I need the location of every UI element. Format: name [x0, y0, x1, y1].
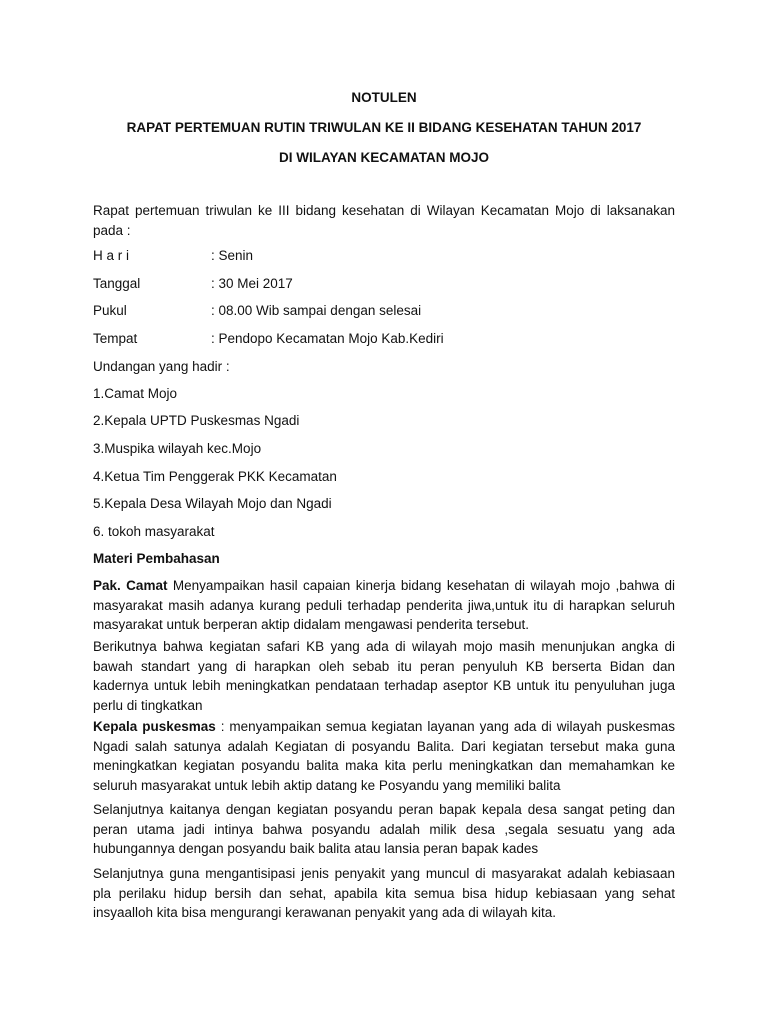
detail-row-place — [93, 329, 444, 349]
paragraph-penyakit — [93, 864, 675, 923]
invitee-item: 6. tokoh masyarakat — [93, 524, 215, 539]
speaker-label: Kepala puskesmas — [93, 719, 216, 734]
detail-row-date — [93, 274, 293, 294]
speaker-label: Pak. Camat — [93, 578, 168, 593]
detail-label: Tanggal — [93, 276, 141, 291]
paragraph-camat — [93, 576, 675, 635]
document-title: NOTULEN — [351, 90, 417, 105]
detail-value: : Pendopo Kecamatan Mojo Kab.Kediri — [211, 331, 444, 346]
invitee-item: 5.Kepala Desa Wilayah Mojo dan Ngadi — [93, 496, 332, 511]
invitee-item: 2.Kepala UPTD Puskesmas Ngadi — [93, 413, 300, 428]
paragraph-text: : menyampaikan semua kegiatan layanan yang ada di wilayah puskesmas Ngadi salah satunya adalah Kegiatan di posyandu Balita. Dari kegiatan tersebut maka guna meningkatkan kegiatan posyandu balita maka kita perlu meningkatkan dan memahamkan ke seluruh masyarakat untuk lebih aktip datang ke Posyandu yang memiliki balita — [93, 719, 675, 793]
document-subtitle-1: RAPAT PERTEMUAN RUTIN TRIWULAN KE II BIDANG KESEHATAN TAHUN 2017 — [126, 120, 642, 135]
intro-paragraph: Rapat pertemuan triwulan ke III bidang kesehatan di Wilayan Kecamatan Mojo di laksanakan pada : — [93, 203, 675, 238]
detail-label: Tempat — [93, 331, 138, 346]
detail-value: : 08.00 Wib sampai dengan selesai — [211, 303, 422, 318]
detail-label: Pukul — [93, 303, 127, 318]
paragraph-posyandu — [93, 800, 675, 859]
invitees-heading: Undangan yang hadir : — [93, 359, 230, 374]
materi-heading: Materi Pembahasan — [93, 551, 220, 566]
detail-value: : 30 Mei 2017 — [211, 276, 293, 291]
invitee-item: 3.Muspika wilayah kec.Mojo — [93, 441, 262, 456]
detail-value: : Senin — [211, 248, 254, 263]
paragraph-text: Selanjutnya kaitanya dengan kegiatan posyandu peran bapak kepala desa sangat peting dan peran utama jadi intinya bahwa posyandu adalah milik desa ,segala sesuatu yang ada hubungannya dengan posyandu baik balita atau lansia peran bapak kades — [93, 802, 675, 856]
detail-label: H a r i — [93, 248, 130, 263]
paragraph-text: Berikutnya bahwa kegiatan safari KB yang ada di wilayah mojo masih menunjukan angka di bawah standart yang di harapkan oleh sebab itu peran penyuluh KB berserta Bidan dan kadernya untuk lebih meningkatkan pendataan terhadap aseptor KB untuk itu penyuluhan juga perlu di tingkatkan — [93, 639, 675, 713]
paragraph-puskesmas — [93, 717, 675, 795]
paragraph-text: Selanjutnya guna mengantisipasi jenis penyakit yang muncul di masyarakat adalah kebiasaan pla perilaku hidup bersih dan sehat, apabila kita semua bisa hidup kebiasaan yang sehat insyaalloh kita bisa mengurangi kerawanan penyakit yang ada di wilayah kita. — [93, 866, 675, 920]
invitee-item: 1.Camat Mojo — [93, 386, 178, 401]
detail-row-day — [93, 246, 253, 266]
paragraph-text: Menyampaikan hasil capaian kinerja bidang kesehatan di wilayah mojo ,bahwa di masyarakat masih adanya kurang peduli terhadap penderita jiwa,untuk itu di harapkan seluruh masyarakat untuk berperan aktip didalam mengawasi penderita tersebut. — [93, 578, 675, 632]
detail-row-time — [93, 301, 421, 321]
invitee-item: 4.Ketua Tim Penggerak PKK Kecamatan — [93, 469, 337, 484]
document-subtitle-2: DI WILAYAN KECAMATAN MOJO — [278, 150, 489, 165]
paragraph-kb — [93, 637, 675, 715]
